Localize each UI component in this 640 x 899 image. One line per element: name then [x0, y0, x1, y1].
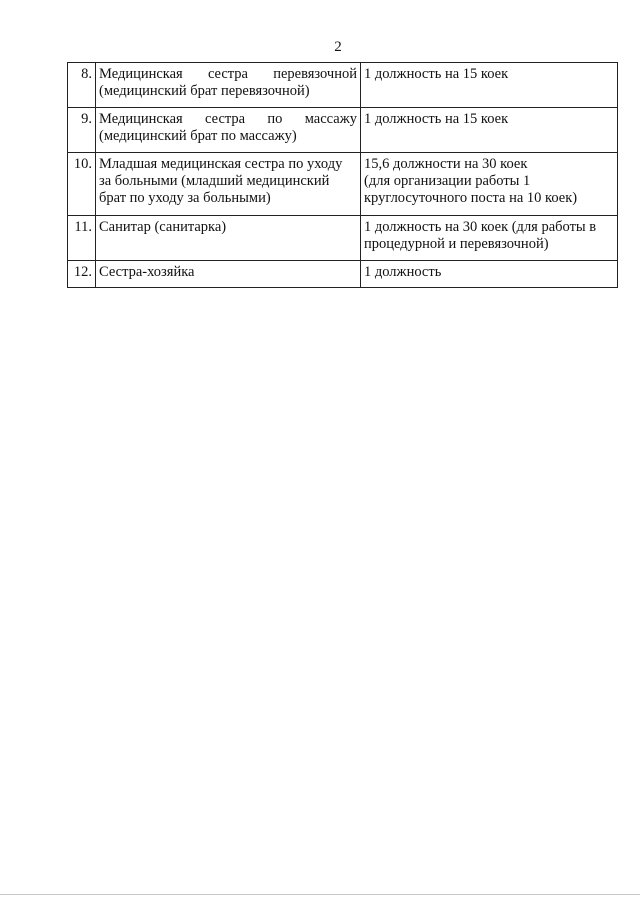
norm-cell — [361, 261, 618, 288]
row-number: 10. — [68, 153, 96, 216]
position-cell — [96, 261, 361, 288]
table-row — [68, 108, 618, 153]
position-line: Санитар (санитарка) — [99, 219, 227, 235]
norm-cell — [361, 108, 618, 153]
position-word: сестра — [205, 111, 246, 127]
norm-line: процедурной и перевязочной) — [364, 236, 549, 252]
norm-line: 15,6 должности на 30 коек — [364, 156, 528, 172]
table-row — [68, 63, 618, 108]
staffing-table — [67, 62, 618, 288]
position-line — [99, 111, 357, 128]
position-line — [99, 66, 357, 83]
norm-cell — [361, 216, 618, 261]
position-word: Медицинская — [99, 66, 183, 82]
table-row — [68, 216, 618, 261]
row-number: 8. — [68, 63, 96, 108]
norm-line: 1 должность на 15 коек — [364, 66, 509, 82]
norm-line: 1 должность — [364, 264, 442, 280]
norm-line: 1 должность на 15 коек — [364, 111, 509, 127]
position-cell — [96, 63, 361, 108]
row-number: 12. — [68, 261, 96, 288]
position-word: массажу — [304, 111, 357, 127]
position-cell — [96, 216, 361, 261]
position-line: Младшая медицинская сестра по уходу — [99, 156, 343, 172]
position-word: сестра — [207, 66, 248, 82]
norm-line: круглосуточного поста на 10 коек) — [364, 190, 578, 206]
page-number: 2 — [334, 39, 342, 55]
norm-cell — [361, 153, 618, 216]
position-cell — [96, 153, 361, 216]
position-cell — [96, 108, 361, 153]
row-number: 9. — [68, 108, 96, 153]
position-line: за больными (младший медицинский — [99, 173, 330, 189]
position-line: брат по уходу за больными) — [99, 190, 271, 206]
position-word: по — [267, 111, 283, 127]
table-row — [68, 153, 618, 216]
position-word: Медицинская — [99, 111, 183, 127]
position-line: (медицинский брат по массажу) — [99, 128, 297, 144]
scan-edge-line — [0, 894, 640, 895]
position-word: перевязочной — [273, 66, 357, 82]
table-row — [68, 261, 618, 288]
row-number: 11. — [68, 216, 96, 261]
norm-line: 1 должность на 30 коек (для работы в — [364, 219, 597, 235]
norm-line: (для организации работы 1 — [364, 173, 531, 189]
position-line: Сестра-хозяйка — [99, 264, 195, 280]
position-line: (медицинский брат перевязочной) — [99, 83, 310, 99]
norm-cell — [361, 63, 618, 108]
